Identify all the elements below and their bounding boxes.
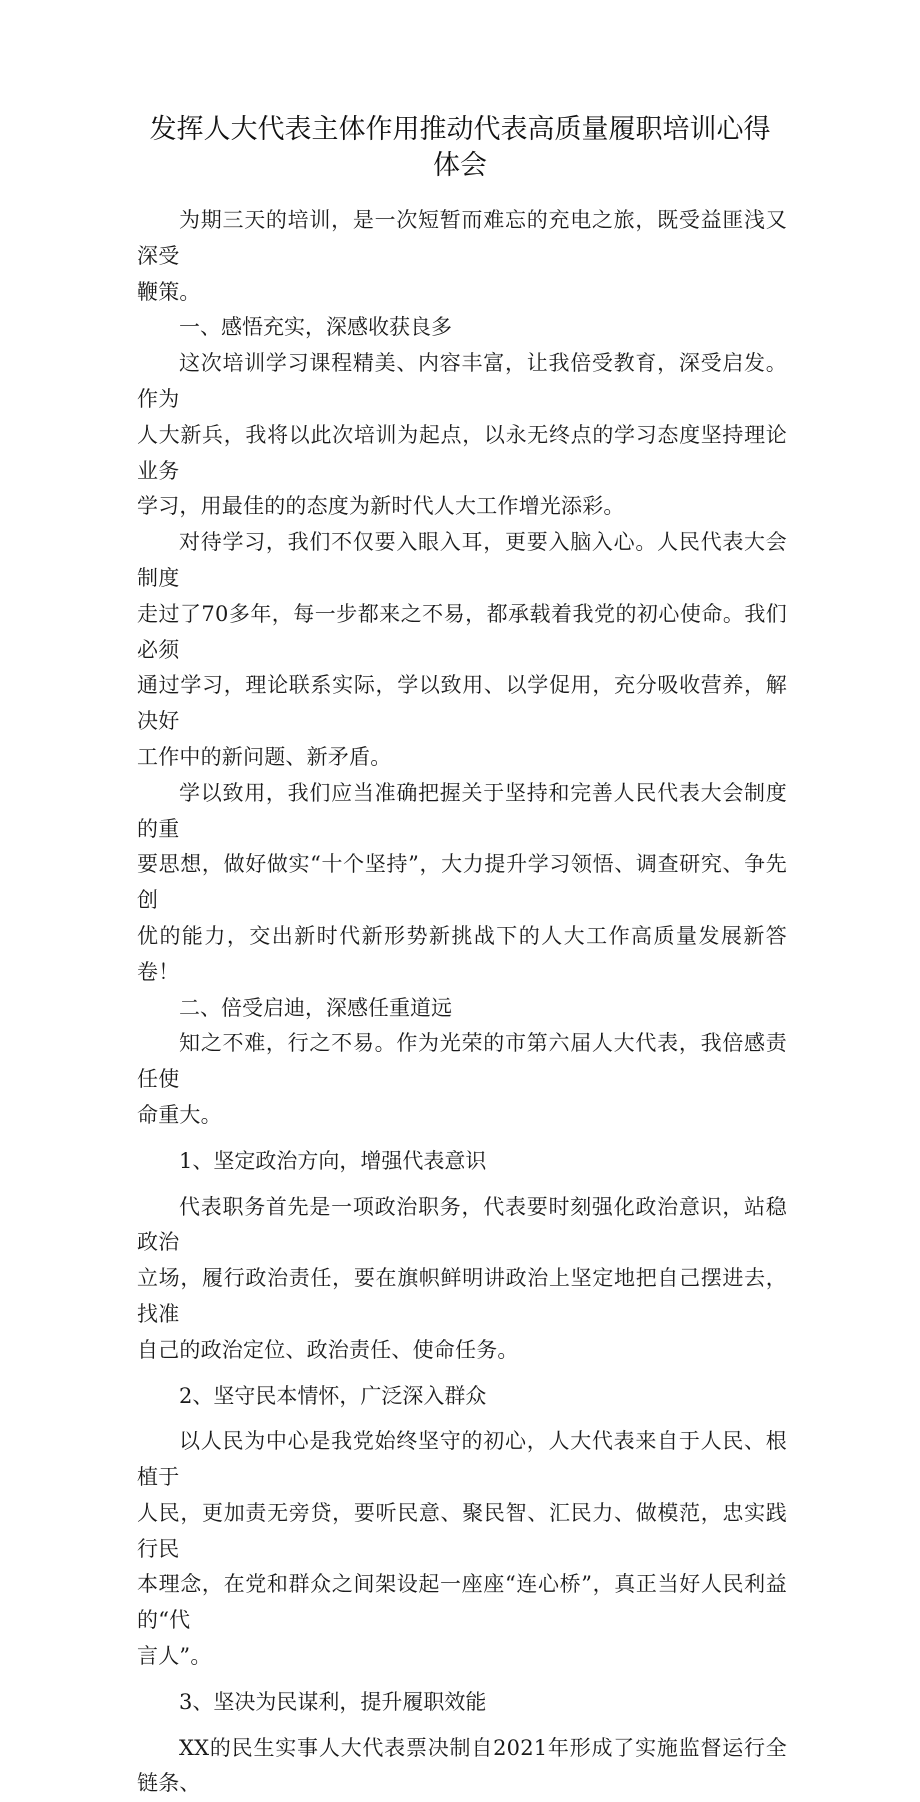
document-title: 发挥人大代表主体作用推动代表高质量履职培训心得 体会 — [149, 114, 771, 181]
paragraph: 以人民为中心是我党始终坚守的初心，人大代表来自于人民、根植于 人民，更加责无旁贷，要听民意、聚民智、汇民力、做模范，忠实践行民 本理念，在党和群众之间架设起一座座“连心桥”，真正当好人民利益的“代 言人”。 — [137, 1429, 787, 1669]
subheading-1: 1、坚定政治方向，增强代表意识 — [179, 1148, 487, 1173]
paragraph: 对待学习，我们不仅要入眼入耳，更要入脑入心。人民代表大会制度 走过了70多年，每一步都来之不易，都承载着我党的初心使命。我们必须 通过学习，理论联系实际，学以致用、以学促用，充分吸收营养，解决好 工作中的新问题、新矛盾。 — [137, 530, 787, 769]
subheading-2: 2、坚守民本情怀，广泛深入群众 — [179, 1383, 487, 1408]
paragraph: 这次培训学习课程精美、内容丰富，让我倍受教育，深受启发。作为 人大新兵，我将以此次培训为起点，以永无终点的学习态度坚持理论业务 学习，用最佳的的态度为新时代人大工作增光添彩。 — [137, 351, 787, 519]
paragraph: 知之不难，行之不易。作为光荣的市第六届人大代表，我倍感责任使 命重大。 — [137, 1031, 787, 1127]
section-heading-1: 一、感悟充实，深感收获良多 — [179, 315, 452, 340]
paragraph: XX的民生实事人大代表票决制自2021年形成了实施监督运行全链条、 — [137, 1735, 787, 1796]
paragraph-intro: 为期三天的培训，是一次短暂而难忘的充电之旅，既受益匪浅又深受 鞭策。 — [137, 208, 787, 304]
paragraph: 学以致用，我们应当准确把握关于坚持和完善人民代表大会制度的重 要思想，做好做实“十个坚持”，大力提升学习领悟、调查研究、争先创 优的能力，交出新时代新形势新挑战下的人大工作高质量发展新答卷！ — [137, 780, 787, 984]
document-body — [137, 203, 787, 1802]
section-heading-2: 二、倍受启迪，深感任重道远 — [179, 995, 452, 1020]
subheading-3: 3、坚决为民谋利，提升履职效能 — [179, 1689, 487, 1714]
paragraph: 代表职务首先是一项政治职务，代表要时刻强化政治意识，站稳政治 立场，履行政治责任，要在旗帜鲜明讲政治上坚定地把自己摆进去，找准 自己的政治定位、政治责任、使命任务。 — [137, 1194, 787, 1362]
